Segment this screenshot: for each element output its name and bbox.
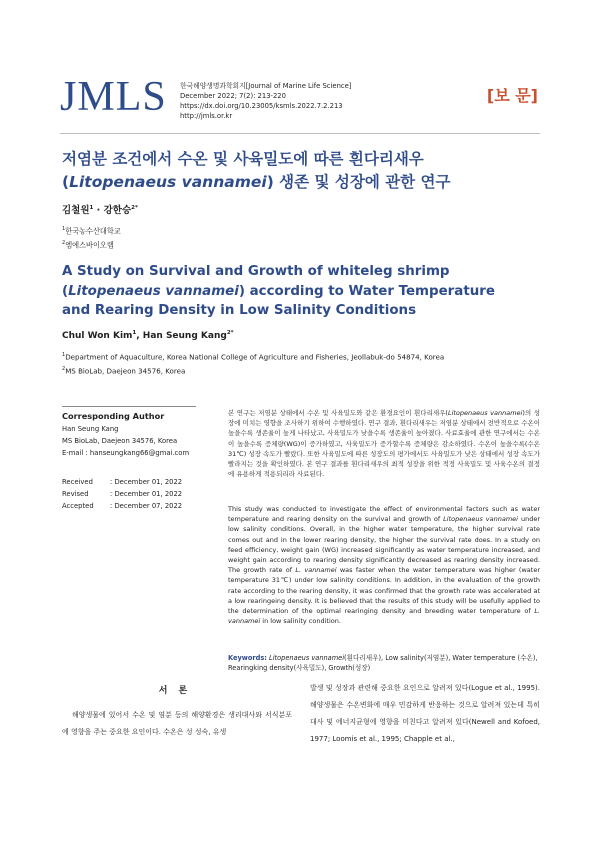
date-accepted: [62, 500, 182, 512]
abstract-ko-species: Litopenaeus vannamei: [447, 409, 523, 417]
journal-url: http://jmls.or.kr: [180, 112, 233, 120]
abstract-en-part2: under low salinity conditions. Overall, in the higher water temperature, the higher survival rate comes out and in the lower rearing density, the higher the survival rate does. In a study on feed efficiency, weight gain (WG) increased significantly as water temperature increased, and weight gain according to rearing density significantly decreased as rearing density increased. The growth rate of: [228, 515, 540, 575]
date-received-value: : December 01, 2022: [110, 478, 183, 486]
author-1-ko: 김철원: [62, 205, 90, 216]
title-en-part2: ) according to Water Temperature: [238, 283, 495, 299]
affiliation-en-2-text: MS BioLab, Daejeon 34576, Korea: [65, 366, 186, 376]
keywords-species: Litopenaeus vannamei: [269, 654, 345, 662]
affiliation-en-1-sup: 1: [62, 352, 66, 358]
abstract-korean: [228, 408, 540, 479]
title-english: [62, 262, 542, 321]
authors-english: [62, 330, 234, 341]
journal-logo: JMLS: [60, 74, 167, 120]
corresponding-info: [62, 423, 189, 459]
title-ko-species: Litopenaeus vannamei: [69, 173, 267, 191]
section-title-introduction: 서 론: [158, 686, 192, 696]
title-en-paren: (: [62, 283, 69, 299]
abstract-ko-part2: )의 성장에 미치는 영향을 조사하기 위하여 수행하였다. 연구 결과, 흰다리새우는 저염분 상태에서 전반적으로 수온이 높을수록 생존율이 높게 나타났고, 사육밀도가 낮을수록 생존율이 높아졌다. 사료효율에 관한 연구에서는 수온이 높을수록 증체량(WG)이 증가하였고, 사육밀도가 증가할수록 증체량은 감소하였다. 수온이 높을수록(수온 31℃) 성장 속도가 빨랐다. 또한 사육밀도에 따른 성장도의 평가에서도 사육밀도가 낮은 상태에서 성장 속도가 빨라지는 것을 확인하였다. 본 연구 결과를 흰다리새우의 최적 성장을 위한 적정 사육밀도 및 사육수온의 결정에 유용하게 적용되리라 사료된다.: [228, 409, 540, 479]
date-accepted-label: Accepted: [62, 502, 94, 510]
affiliation-en-1: [62, 349, 444, 363]
date-received: [62, 476, 182, 488]
abstract-en-species-2: L. vannamei: [295, 566, 337, 575]
title-en-species: Litopenaeus vannamei: [68, 283, 239, 299]
author-1-en-sup: 1: [132, 330, 137, 336]
affiliation-en-2-sup: 2: [62, 366, 66, 373]
body-text-right-column: 발생 및 성장과 관련해 중요한 요인으로 알려져 있다(Logue et al., 1995). 해양생물은 수온변화에 매우 민감하게 반응하는 것으로 알려져 있는데 특히 대사 및 에너지균형에 영향을 미친다고 알려져 있다(Newell and Kofoed, 1977; Loomis et al., 1995; Chapple et al.,: [310, 684, 540, 743]
title-en-part1: A Study on Survival and Growth of whiteleg shrimp: [62, 264, 450, 279]
date-revised-label: Revised: [62, 490, 89, 498]
author-1-en: Chul Won Kim: [62, 331, 133, 341]
author-1-ko-sup: 1: [89, 204, 94, 211]
author-separator-en: ,: [136, 331, 143, 341]
corresponding-heading: Corresponding Author: [62, 411, 165, 421]
affiliation-ko-1-text: 한국농수산대학교: [65, 226, 121, 236]
affiliation-en-1-text: Department of Aquaculture, Korea National College of Agriculture and Fisheries, Jeollabuk-do 54874, Korea: [65, 352, 445, 362]
header-divider: [60, 133, 540, 134]
abstract-ko-part1: 본 연구는 저염분 상태에서 수온 및 사육밀도와 같은 환경요인이 흰다리새우(: [228, 409, 448, 417]
abstract-en-part4: in low salinity condition.: [260, 617, 341, 626]
abstract-en-part3: was faster when the water temperature was higher (water temperature 31℃) under low salinity conditions. In addition, in the evaluation of the growth rate according to the rearing density, it was confirmed that the growth rate was accelerated at a low rearingeing density. It is believed that the results of this study will be usefully applied to the determination of the optimal rearinging density and breeding water temperature of: [228, 566, 540, 616]
affiliation-ko-2-text: 엠에스바이오랩: [65, 240, 114, 250]
abstract-english: [228, 504, 540, 626]
affiliations-korean: [62, 223, 121, 252]
abstract-en-species-3: L. vannamei: [228, 607, 540, 626]
journal-name: 한국해양생명과학회지[Journal of Marine Life Science]: [180, 82, 352, 90]
keywords: [228, 653, 540, 673]
affiliation-ko-2-sup: 2: [62, 240, 66, 247]
title-ko-part1: 저염분 조건에서 수온 및 사육밀도에 따른 흰다리새우: [62, 150, 424, 168]
corresponding-address: MS BioLab, Daejeon 34576, Korea: [62, 437, 178, 445]
author-2-en-sup: 2*: [226, 330, 234, 336]
abstract-en-part1: This study was conducted to investigate the effect of environmental factors such as water temperature and rearing density on the survival and growth of: [228, 505, 540, 524]
keywords-label: Keywords:: [228, 654, 267, 662]
title-ko-part2: ) 생존 및 성장에 관한 연구: [266, 173, 451, 191]
affiliation-ko-1-sup: 1: [62, 226, 66, 232]
journal-info: [180, 81, 351, 121]
date-received-label: Received: [62, 478, 93, 486]
title-korean: [62, 148, 542, 194]
journal-doi: https://dx.doi.org/10.23005/ksmls.2022.7.2.213: [180, 102, 343, 110]
affiliation-ko-2: [62, 237, 121, 251]
author-2-ko: 강한승: [103, 205, 132, 216]
abstract-en-species-1: Litopenaeus vannamei: [443, 515, 518, 524]
left-column-divider: [62, 406, 196, 407]
corresponding-name: Han Seung Kang: [62, 425, 119, 433]
article-dates: [62, 476, 182, 512]
title-en-part3: and Rearing Density in Low Salinity Conditions: [62, 303, 417, 318]
author-2-en: Han Seung Kang: [142, 331, 227, 341]
date-revised: [62, 488, 182, 500]
authors-korean: [62, 202, 138, 216]
journal-issue: December 2022; 7(2): 213-220: [180, 92, 286, 100]
date-accepted-value: : December 07, 2022: [110, 502, 183, 510]
affiliations-english: [62, 349, 444, 378]
title-ko-paren: (: [62, 173, 70, 191]
article-type: [보 문]: [486, 86, 538, 105]
corresponding-email: E-mail : hanseungkang66@gmai.com: [62, 449, 190, 457]
author-separator-ko: ·: [93, 205, 104, 216]
affiliation-ko-1: [62, 223, 121, 237]
keywords-text: (흰다리새우), Low salinity(저염분), Water temperature (수온), Rearingking density(사육밀도), Growth(성장): [228, 654, 538, 673]
author-2-ko-sup: 2*: [131, 204, 138, 211]
date-revised-value: : December 01, 2022: [110, 490, 183, 498]
affiliation-en-2: [62, 363, 444, 377]
body-text-left-column: 해양생물에 있어서 수온 및 염분 등의 해양환경은 생리대사와 서식분포에 영향을 주는 중요한 요인이다. 수온은 성 성숙, 유생: [62, 711, 292, 736]
